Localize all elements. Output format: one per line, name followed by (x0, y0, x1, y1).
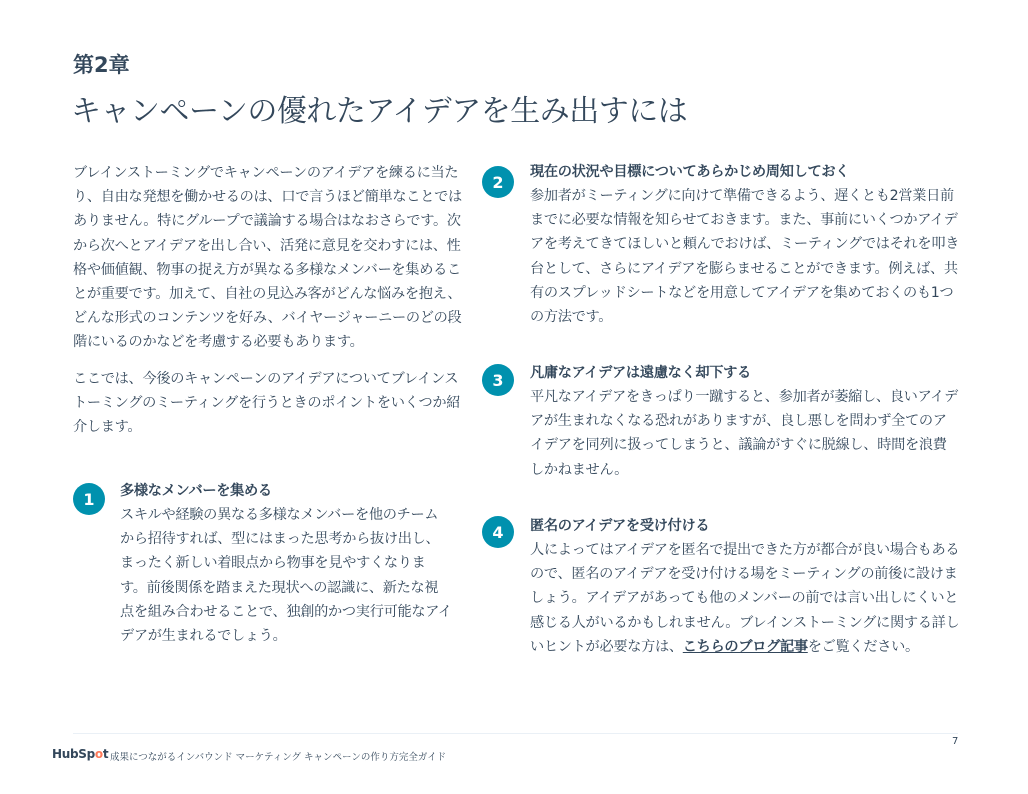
tip-3-number-badge: 3 (482, 364, 514, 396)
tip-2-number-badge: 2 (482, 166, 514, 198)
tip-4-body-tail: をご覧ください。 (807, 638, 919, 655)
logo-text-end: t (102, 747, 109, 761)
tip-3 (530, 361, 958, 482)
tip-1 (120, 479, 452, 648)
tip-1-title: 多様なメンバーを集める (120, 483, 272, 499)
page-number: 7 (952, 736, 959, 747)
sprocket-icon: o (94, 747, 103, 761)
hubspot-logo (52, 747, 108, 761)
tip-2-body: 参加者がミーティングに向けて準備できるよう、遅くとも2営業日前までに必要な情報を知らせておきます。また、事前にいくつかアイデアを考えてきてほしいと頼んでおけば、ミーティングではそれを叩き台として、さらにアイデアを膨らませることができます。例えば、共有のスプレッドシートなどを用意してアイデアを集めておくのも1つの方法です。 (530, 188, 960, 326)
intro-paragraph-2: ここでは、今後のキャンペーンのアイデアについてブレインストーミングのミーティングを行うときのポイントをいくつか紹介します。 (73, 370, 461, 436)
tip-4-number-badge: 4 (482, 516, 514, 548)
page-title: キャンペーンの優れたアイデアを生み出すには (71, 94, 688, 129)
tip-2 (530, 160, 960, 329)
tip-4-body (530, 538, 960, 659)
logo-text-start: HubSp (52, 747, 95, 761)
tip-4-title: 匿名のアイデアを受け付ける (530, 518, 710, 534)
tip-3-body: 平凡なアイデアをきっぱり一蹴すると、参加者が萎縮し、良いアイデアが生まれなくなる恐れがありますが、良し悪しを問わず全てのアイデアを同列に扱ってしまうと、議論がすぐに脱線し、時間を浪費しかねません。 (530, 389, 958, 478)
chapter-label: 第2章 (73, 53, 130, 77)
footer-divider (73, 733, 958, 734)
tip-1-body: スキルや経験の異なる多様なメンバーを他のチームから招待すれば、型にはまった思考から抜け出し、まったく新しい着眼点から物事を見やすくなります。前後関係を踏まえた現状への認識に、新たな視点を組み合わせることで、独創的かつ実行可能なアイデアが生まれるでしょう。 (120, 507, 452, 645)
tip-3-title: 凡庸なアイデアは遠慮なく却下する (530, 365, 751, 381)
tip-4 (530, 514, 960, 659)
footer-guide-title: 成果につながるインバウンド マーケティング キャンペーンの作り方完全ガイド (110, 752, 447, 763)
intro-section (73, 161, 465, 451)
tip-2-title: 現在の状況や目標についてあらかじめ周知しておく (530, 164, 850, 180)
tip-1-number-badge: 1 (73, 483, 105, 515)
tip-4-body-text: 人によってはアイデアを匿名で提出できた方が都合が良い場合もあるので、匿名のアイデアを受け付ける場をミーティングの前後に設けましょう。アイデアがあっても他のメンバーの前では言い出しにくいと感じる人がいるかもしれません。ブレインストーミングに関する詳しいヒントが必要な方は、 (530, 542, 960, 655)
intro-paragraph-1: ブレインストーミングでキャンペーンのアイデアを練るに当たり、自由な発想を働かせるのは、口で言うほど簡単なことではありません。特にグループで議論する場合はなおさらです。次から次へとアイデアを出し合い、活発に意見を交わすには、性格や価値観、物事の捉え方が異なる多様なメンバーを集めることが重要です。加えて、自社の見込み客がどんな悩みを抱え、どんな形式のコンテンツを好み、バイヤージャーニーのどの段階にいるのかなどを考慮する必要もあります。 (73, 165, 462, 351)
blog-article-link[interactable]: こちらのブログ記事 (682, 638, 808, 655)
